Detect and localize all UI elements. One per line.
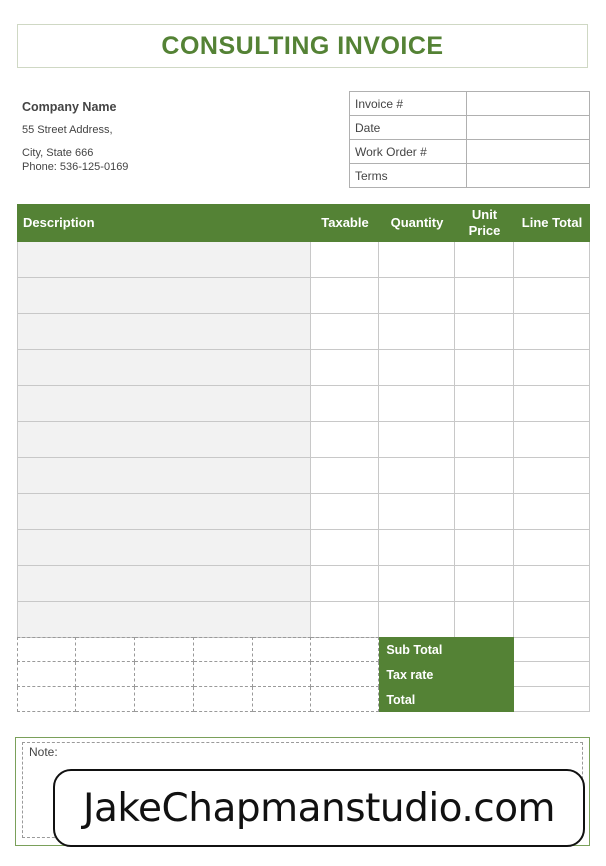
table-row bbox=[17, 386, 590, 422]
quantity-cell[interactable] bbox=[379, 566, 455, 602]
table-header bbox=[17, 204, 590, 242]
work-order-field[interactable] bbox=[467, 140, 590, 164]
subtotal-value[interactable] bbox=[514, 637, 590, 662]
unit-price-cell[interactable] bbox=[455, 386, 514, 422]
quantity-cell[interactable] bbox=[379, 530, 455, 566]
taxable-cell[interactable] bbox=[311, 386, 379, 422]
description-cell[interactable] bbox=[17, 350, 311, 386]
header-taxable: Taxable bbox=[321, 215, 369, 230]
taxable-cell[interactable] bbox=[311, 350, 379, 386]
blank-cell bbox=[76, 637, 135, 662]
line-total-cell[interactable] bbox=[514, 566, 590, 602]
quantity-cell[interactable] bbox=[379, 314, 455, 350]
line-total-cell[interactable] bbox=[514, 350, 590, 386]
tax-rate-value[interactable] bbox=[514, 662, 590, 687]
unit-price-cell[interactable] bbox=[455, 530, 514, 566]
blank-cell bbox=[17, 687, 76, 712]
description-cell[interactable] bbox=[17, 386, 311, 422]
table-row bbox=[17, 278, 590, 314]
quantity-cell[interactable] bbox=[379, 242, 455, 278]
table-row bbox=[17, 242, 590, 278]
watermark-banner bbox=[53, 769, 585, 847]
table-body bbox=[17, 242, 590, 638]
blank-cell bbox=[135, 637, 194, 662]
unit-price-cell[interactable] bbox=[455, 350, 514, 386]
line-total-cell[interactable] bbox=[514, 314, 590, 350]
line-total-cell[interactable] bbox=[514, 242, 590, 278]
unit-price-cell[interactable] bbox=[455, 314, 514, 350]
blank-cell bbox=[194, 662, 253, 687]
table-row bbox=[17, 458, 590, 494]
subtotal-row bbox=[17, 637, 590, 662]
line-items-table bbox=[17, 204, 590, 638]
taxable-cell[interactable] bbox=[311, 314, 379, 350]
line-total-cell[interactable] bbox=[514, 422, 590, 458]
header-unit-price-line1: Unit bbox=[471, 207, 498, 222]
unit-price-cell[interactable] bbox=[455, 242, 514, 278]
tax-rate-label: Tax rate bbox=[379, 662, 514, 687]
description-cell[interactable] bbox=[17, 566, 311, 602]
company-address: 55 Street Address, bbox=[22, 124, 113, 136]
blank-cell bbox=[17, 637, 76, 662]
blank-cell bbox=[76, 662, 135, 687]
table-row bbox=[17, 566, 590, 602]
blank-cell bbox=[253, 637, 312, 662]
header-unit-price bbox=[455, 204, 514, 242]
taxable-cell[interactable] bbox=[311, 278, 379, 314]
table-row bbox=[17, 350, 590, 386]
unit-price-cell[interactable] bbox=[455, 494, 514, 530]
quantity-cell[interactable] bbox=[379, 278, 455, 314]
blank-cell bbox=[17, 662, 76, 687]
taxable-cell[interactable] bbox=[311, 566, 379, 602]
quantity-cell[interactable] bbox=[379, 602, 455, 638]
invoice-meta-table bbox=[349, 91, 590, 188]
header-quantity: Quantity bbox=[390, 215, 444, 230]
line-total-cell[interactable] bbox=[514, 530, 590, 566]
table-row bbox=[17, 602, 590, 638]
date-label: Date bbox=[350, 116, 467, 140]
line-total-cell[interactable] bbox=[514, 278, 590, 314]
unit-price-cell[interactable] bbox=[455, 602, 514, 638]
terms-label: Terms bbox=[350, 164, 467, 188]
header-unit-price-line2: Price bbox=[468, 223, 501, 238]
note-label: Note: bbox=[29, 745, 58, 759]
line-total-cell[interactable] bbox=[514, 386, 590, 422]
unit-price-cell[interactable] bbox=[455, 422, 514, 458]
subtotal-label: Sub Total bbox=[379, 637, 514, 662]
taxable-cell[interactable] bbox=[311, 530, 379, 566]
company-name: Company Name bbox=[22, 100, 117, 114]
quantity-cell[interactable] bbox=[379, 458, 455, 494]
date-field[interactable] bbox=[467, 116, 590, 140]
blank-cell bbox=[135, 662, 194, 687]
table-row bbox=[17, 530, 590, 566]
taxable-cell[interactable] bbox=[311, 242, 379, 278]
blank-cell bbox=[253, 662, 312, 687]
description-cell[interactable] bbox=[17, 242, 311, 278]
unit-price-cell[interactable] bbox=[455, 566, 514, 602]
taxable-cell[interactable] bbox=[311, 458, 379, 494]
header-description: Description bbox=[23, 215, 95, 230]
unit-price-cell[interactable] bbox=[455, 278, 514, 314]
description-cell[interactable] bbox=[17, 458, 311, 494]
total-value[interactable] bbox=[514, 687, 590, 712]
description-cell[interactable] bbox=[17, 530, 311, 566]
blank-cell bbox=[311, 662, 379, 687]
description-cell[interactable] bbox=[17, 494, 311, 530]
invoice-number-field[interactable] bbox=[467, 92, 590, 116]
total-row bbox=[17, 687, 590, 712]
watermark-text: JakeChapmanstudio.com bbox=[82, 785, 556, 831]
invoice-number-label: Invoice # bbox=[350, 92, 467, 116]
quantity-cell[interactable] bbox=[379, 386, 455, 422]
company-phone: Phone: 536-125-0169 bbox=[22, 161, 129, 173]
description-cell[interactable] bbox=[17, 602, 311, 638]
blank-cell bbox=[194, 687, 253, 712]
unit-price-cell[interactable] bbox=[455, 458, 514, 494]
work-order-label: Work Order # bbox=[350, 140, 467, 164]
company-city: City, State 666 bbox=[22, 147, 94, 159]
terms-field[interactable] bbox=[467, 164, 590, 188]
tax-rate-row bbox=[17, 662, 590, 687]
quantity-cell[interactable] bbox=[379, 422, 455, 458]
description-cell[interactable] bbox=[17, 314, 311, 350]
line-total-cell[interactable] bbox=[514, 458, 590, 494]
description-cell[interactable] bbox=[17, 278, 311, 314]
line-total-cell[interactable] bbox=[514, 602, 590, 638]
blank-cell bbox=[76, 687, 135, 712]
total-label: Total bbox=[379, 687, 514, 712]
blank-cell bbox=[253, 687, 312, 712]
description-cell[interactable] bbox=[17, 422, 311, 458]
blank-cell bbox=[135, 687, 194, 712]
invoice-title: CONSULTING INVOICE bbox=[161, 31, 444, 60]
line-total-cell[interactable] bbox=[514, 494, 590, 530]
blank-cell bbox=[194, 637, 253, 662]
header-line-total: Line Total bbox=[521, 215, 583, 230]
table-row bbox=[17, 314, 590, 350]
table-row bbox=[17, 494, 590, 530]
table-row bbox=[17, 422, 590, 458]
blank-cell bbox=[311, 637, 379, 662]
quantity-cell[interactable] bbox=[379, 494, 455, 530]
taxable-cell[interactable] bbox=[311, 494, 379, 530]
blank-cell bbox=[311, 687, 379, 712]
company-info bbox=[22, 100, 128, 174]
totals-section bbox=[17, 637, 590, 712]
taxable-cell[interactable] bbox=[311, 422, 379, 458]
taxable-cell[interactable] bbox=[311, 602, 379, 638]
quantity-cell[interactable] bbox=[379, 350, 455, 386]
title-box bbox=[17, 24, 588, 68]
